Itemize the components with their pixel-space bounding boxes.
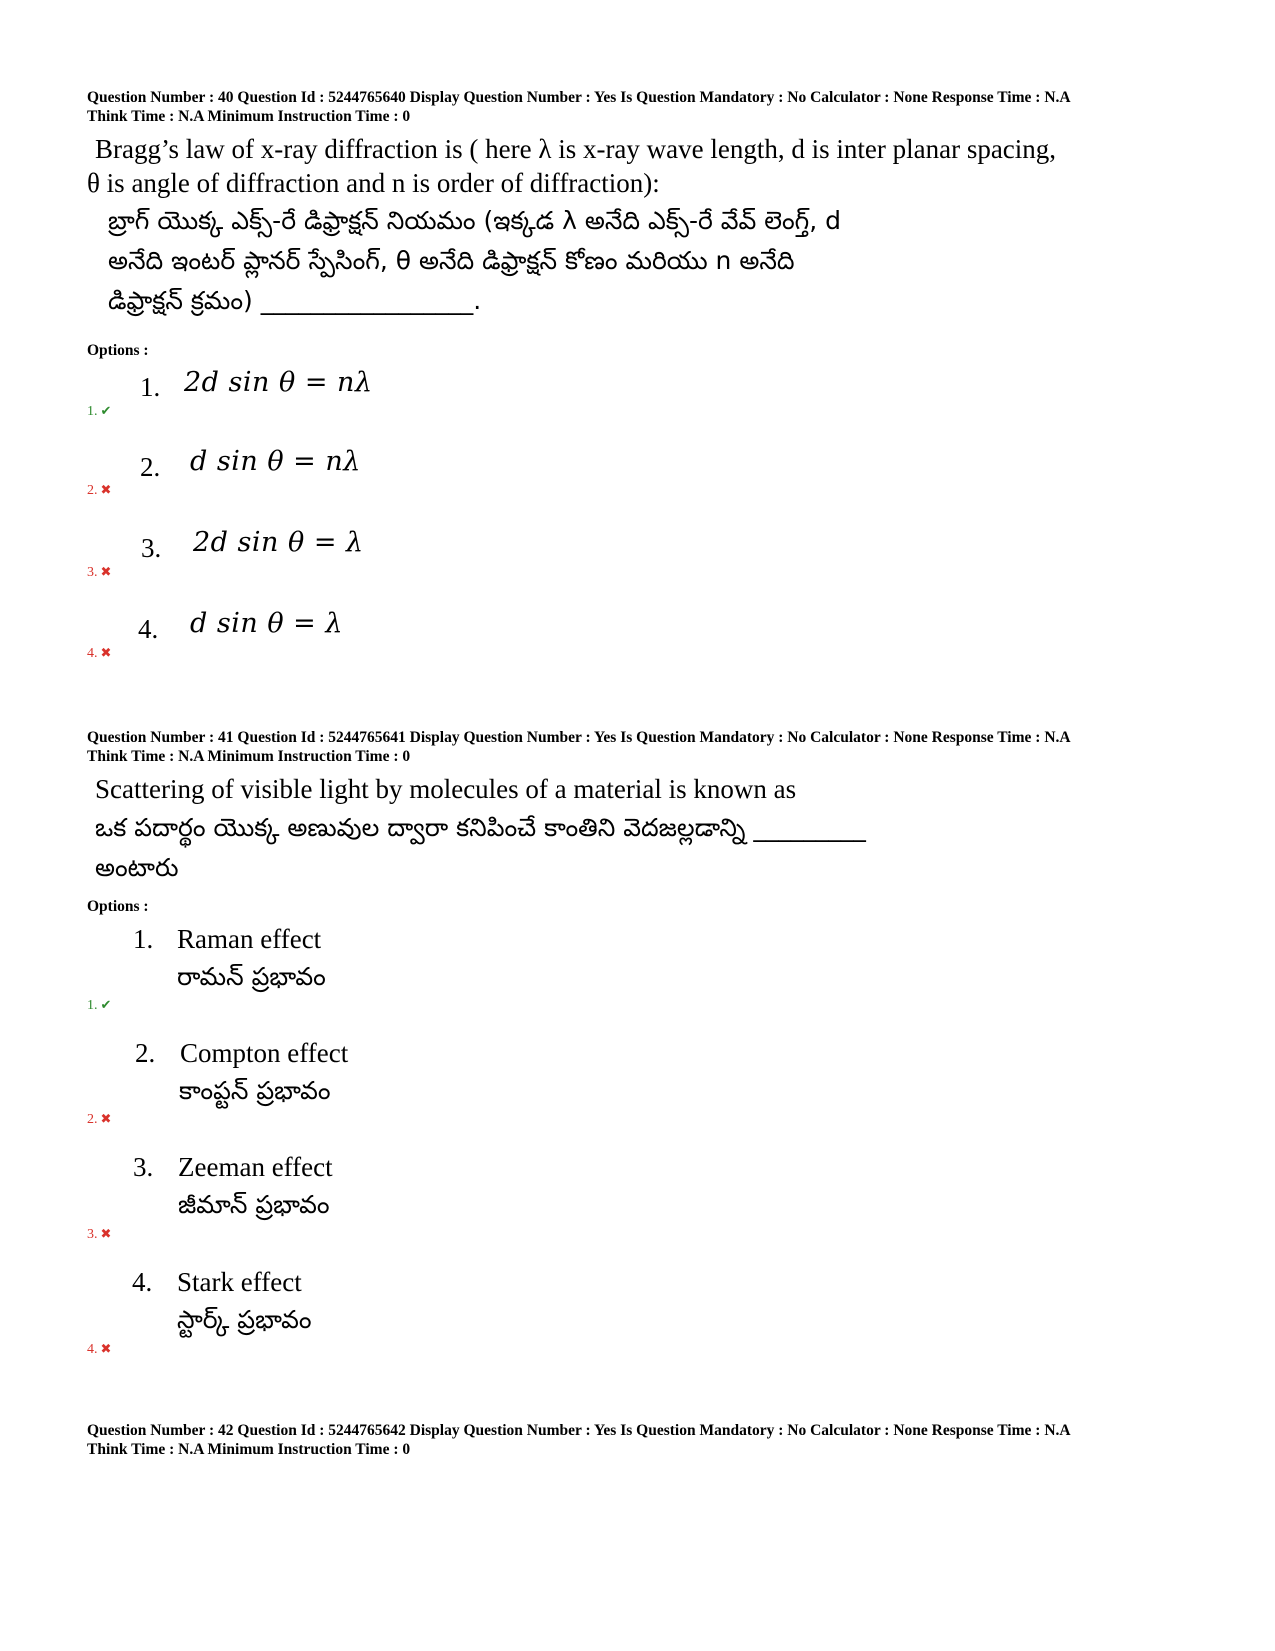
option-text-en: Raman effect	[177, 924, 322, 954]
cross-icon: ✖	[100, 1341, 112, 1356]
question-40-text-en-1: Bragg’s law of x-ray diffraction is ( here λ is x-ray wave length, d is inter planar spacing,	[95, 134, 1057, 164]
option-number: 1.	[133, 924, 154, 954]
wrong-marker: 3. ✖	[87, 1226, 112, 1242]
question-40-meta-line-1: Question Number : 40 Question Id : 5244765640 Display Question Number : Yes Is Question Mandatory : No Calculator : None Response Time : N.A	[87, 89, 1071, 106]
question-41-meta-line-2: Think Time : N.A Minimum Instruction Time : 0	[87, 748, 411, 765]
cross-icon: ✖	[100, 645, 112, 660]
question-41-meta	[87, 728, 1207, 766]
question-40-text-te-2: అనేది ఇంటర్ ప్లానర్ స్పేసింగ్, θ అనేది డిఫ్రాక్షన్ కోణం మరియు n అనేది	[108, 246, 795, 275]
wrong-marker: 4. ✖	[87, 1341, 112, 1357]
question-40-meta	[87, 88, 1207, 126]
question-40-text-en-2: θ is angle of diffraction and n is order of diffraction):	[87, 168, 660, 198]
option-number: 3.	[141, 533, 162, 563]
question-42-meta-line-2: Think Time : N.A Minimum Instruction Time : 0	[87, 1441, 411, 1458]
question-40-text-te-1: బ్రాగ్ యొక్క ఎక్స్-రే డిఫ్రాక్షన్ నియమం (ఇక్కడ λ అనేది ఎక్స్-రే వేవ్ లెంగ్త్, d	[108, 206, 841, 235]
question-40-options-label: Options :	[87, 342, 149, 359]
question-42-meta	[87, 1421, 1207, 1459]
option-text-en: Stark effect	[177, 1267, 302, 1297]
option-formula: d sin θ = λ	[190, 608, 343, 639]
question-42-meta-line-1: Question Number : 42 Question Id : 5244765642 Display Question Number : Yes Is Question Mandatory : No Calculator : None Response Time : N.A	[87, 1422, 1071, 1439]
option-number: 3.	[133, 1152, 154, 1182]
option-number: 2.	[140, 452, 161, 482]
question-40-meta-line-2: Think Time : N.A Minimum Instruction Time : 0	[87, 108, 411, 125]
option-text-te: కాంప్టన్ ప్రభావం	[179, 1076, 331, 1105]
option-formula: 2d sin θ = nλ	[184, 367, 373, 398]
check-icon: ✔	[100, 403, 112, 418]
wrong-marker: 2. ✖	[87, 482, 112, 498]
option-text-te: జీమాన్ ప్రభావం	[178, 1190, 330, 1219]
cross-icon: ✖	[100, 564, 112, 579]
question-41-text-te-2: అంటారు	[95, 853, 179, 882]
question-41-text-en-1: Scattering of visible light by molecules of a material is known as	[95, 774, 797, 804]
wrong-marker: 4. ✖	[87, 645, 112, 661]
option-formula: d sin θ = nλ	[190, 446, 361, 477]
option-number: 2.	[135, 1038, 156, 1068]
wrong-marker: 2. ✖	[87, 1111, 112, 1127]
question-41-options-label: Options :	[87, 898, 149, 915]
question-41-text-te-1: ఒక పదార్థం యొక్క అణువుల ద్వారా కనిపించే కాంతిని వెదజల్లడాన్ని _________	[95, 813, 866, 842]
correct-marker: 1. ✔	[87, 997, 112, 1013]
cross-icon: ✖	[100, 482, 112, 497]
option-number: 4.	[138, 614, 159, 644]
cross-icon: ✖	[100, 1111, 112, 1126]
option-text-en: Compton effect	[180, 1038, 349, 1068]
option-formula: 2d sin θ = λ	[193, 527, 364, 558]
question-40-text-te-3: డిఫ్రాక్షన్ క్రమం) _________________.	[108, 286, 482, 315]
check-icon: ✔	[100, 997, 112, 1012]
wrong-marker: 3. ✖	[87, 564, 112, 580]
option-number: 4.	[132, 1267, 153, 1297]
option-text-te: స్టార్క్ ప్రభావం	[177, 1305, 312, 1334]
option-number: 1.	[140, 372, 161, 402]
cross-icon: ✖	[100, 1226, 112, 1241]
option-text-te: రామన్ ప్రభావం	[177, 962, 326, 991]
correct-marker: 1. ✔	[87, 403, 112, 419]
option-text-en: Zeeman effect	[178, 1152, 333, 1182]
question-41-meta-line-1: Question Number : 41 Question Id : 5244765641 Display Question Number : Yes Is Question Mandatory : No Calculator : None Response Time : N.A	[87, 729, 1071, 746]
